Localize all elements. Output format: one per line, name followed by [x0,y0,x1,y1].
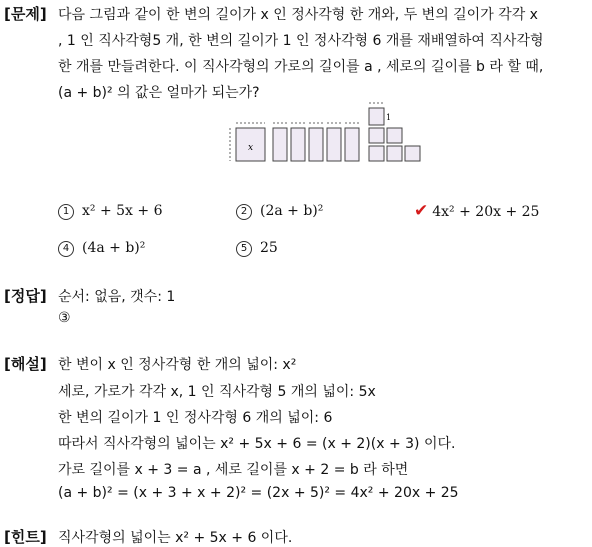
choice-1-text: x² + 5x + 6 [82,203,163,219]
unit-square-1 [369,128,384,143]
unit-square-5 [405,146,420,161]
choice-4-number: 4 [58,241,74,257]
tiles-figure [226,100,426,170]
rect-3 [309,128,323,161]
choice-5[interactable] [236,240,278,257]
answer-line-2: ③ [58,310,71,326]
choice-4[interactable] [58,240,145,257]
choice-4-text: (4a + b)² [82,240,146,256]
problem-label: [ 문제 ] [4,3,47,24]
unit-square-4 [387,146,402,161]
choice-5-text: 25 [260,240,278,256]
problem-line-4: (a + b)² 의 값은 얼마가 되는가? [58,85,260,101]
square-x-label: x [248,143,254,153]
explanation-line-4: 따라서 직사각형의 넓이는 x² + 5x + 6 = (x + 2)(x + 3) 이다. [58,436,456,452]
unit-square-6 [369,108,384,125]
choice-5-number: 5 [236,241,252,257]
choice-3-text: 4x² + 20x + 25 [432,204,540,220]
rect-5 [345,128,359,161]
explanation-line-2: 세로, 가로가 각각 x, 1 인 직사각형 5 개의 넓이: 5x [58,384,376,400]
unit-square-2 [387,128,402,143]
problem-line-2: , 1 인 직사각형5 개, 한 변의 길이가 1 인 정사각형 6 개를 재배열하여 직사각형 [58,33,544,49]
choice-2-number: 2 [236,204,252,220]
rect-1 [273,128,287,161]
explanation-line-3: 한 변의 길이가 1 인 정사각형 6 개의 넓이: 6 [58,410,333,426]
problem-line-3: 한 개를 만들려한다. 이 직사각형의 가로의 길이를 a , 세로의 길이를 b 라 할 때, [58,59,544,75]
side-label: 1 [386,113,392,122]
rect-4 [327,128,341,161]
unit-square-3 [369,146,384,161]
problem-line-1: 다음 그림과 같이 한 변의 길이가 x 인 정사각형 한 개와, 두 변의 길이가 각각 x [58,7,538,23]
rect-2 [291,128,305,161]
explanation-line-1: 한 변이 x 인 정사각형 한 개의 넓이: x² [58,357,297,373]
hint-text: 직사각형의 넓이는 x² + 5x + 6 이다. [58,530,293,546]
choice-2[interactable] [236,203,323,220]
choice-1-number: 1 [58,204,74,220]
explanation-label: [ 해설 ] [4,353,47,374]
explanation-line-6: (a + b)² = (x + 3 + x + 2)² = (2x + 5)² = 4x² + 20x + 25 [58,485,459,501]
hint-label: [ 힌트 ] [4,526,47,547]
choice-2-text: (2a + b)² [260,203,324,219]
explanation-line-5: 가로 길이를 x + 3 = a , 세로 길이를 x + 2 = b 라 하면 [58,462,409,478]
answer-line-1: 순서: 없음, 갯수: 1 [58,289,176,305]
choice-3[interactable] [414,201,539,221]
choice-1[interactable] [58,203,162,220]
answer-label: [ 정답 ] [4,285,47,306]
check-mark-icon: ✔ [414,201,429,221]
